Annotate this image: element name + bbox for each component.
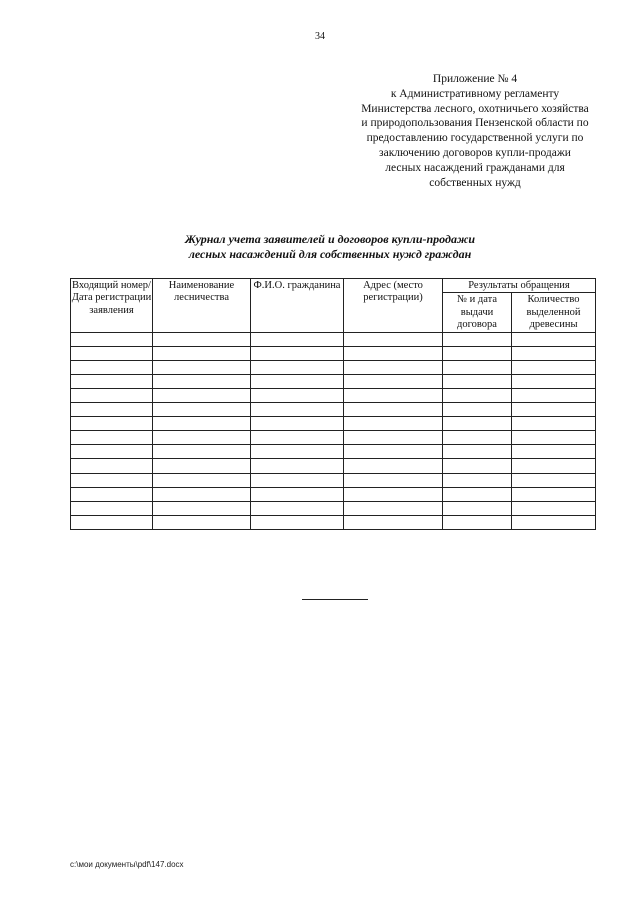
table-cell <box>153 360 251 374</box>
footer-file-path: c:\мои документы\pdf\147.docx <box>70 860 184 869</box>
table-cell <box>443 374 512 388</box>
table-cell <box>71 445 153 459</box>
table-cell <box>251 431 344 445</box>
table-cell <box>443 445 512 459</box>
table-cell <box>512 374 596 388</box>
table-cell <box>344 332 443 346</box>
table-cell <box>443 346 512 360</box>
table-cell <box>443 332 512 346</box>
table-cell <box>344 487 443 501</box>
table-row <box>71 487 596 501</box>
table-row <box>71 346 596 360</box>
table-cell <box>153 346 251 360</box>
table-row <box>71 459 596 473</box>
appendix-header <box>340 72 610 190</box>
table-cell <box>153 445 251 459</box>
table-cell <box>344 374 443 388</box>
table-cell <box>344 515 443 529</box>
table-cell <box>153 417 251 431</box>
table-cell <box>512 459 596 473</box>
table-cell <box>251 459 344 473</box>
table-cell <box>153 473 251 487</box>
table-cell <box>344 501 443 515</box>
table-cell <box>344 360 443 374</box>
table-cell <box>443 417 512 431</box>
table-cell <box>251 487 344 501</box>
table-cell <box>512 515 596 529</box>
journal-body <box>71 332 596 529</box>
table-cell <box>443 515 512 529</box>
table-row <box>71 417 596 431</box>
table-cell <box>251 417 344 431</box>
table-cell <box>71 346 153 360</box>
table-cell <box>443 459 512 473</box>
table-cell <box>443 487 512 501</box>
table-cell <box>153 332 251 346</box>
table-cell <box>443 473 512 487</box>
appendix-line: и природопользования Пензенской области по <box>361 117 589 130</box>
appendix-line: предоставлению государственной услуги по <box>366 132 584 145</box>
table-cell <box>71 360 153 374</box>
table-cell <box>512 501 596 515</box>
separator-line <box>302 599 368 600</box>
appendix-line: лесных насаждений гражданами для <box>385 161 565 174</box>
table-cell <box>153 389 251 403</box>
table-cell <box>71 487 153 501</box>
table-cell <box>512 389 596 403</box>
table-cell <box>443 389 512 403</box>
table-cell <box>251 515 344 529</box>
table-row <box>71 374 596 388</box>
table-cell <box>71 417 153 431</box>
header-forestry-name: Наименование лесничества <box>153 279 251 333</box>
table-cell <box>512 332 596 346</box>
table-row <box>71 360 596 374</box>
table-cell <box>153 487 251 501</box>
table-cell <box>251 360 344 374</box>
table-cell <box>344 473 443 487</box>
table-cell <box>71 374 153 388</box>
table-cell <box>71 473 153 487</box>
header-contract-number-date: № и дата выдачи договора <box>443 293 512 332</box>
appendix-line: заключению договоров купли-продажи <box>379 146 571 159</box>
document-title <box>140 232 520 262</box>
table-cell <box>71 332 153 346</box>
appendix-line: собственных нужд <box>429 176 521 189</box>
table-row <box>71 515 596 529</box>
table-cell <box>153 431 251 445</box>
header-address: Адрес (место регистрации) <box>344 279 443 333</box>
table-cell <box>251 346 344 360</box>
header-results-group: Результаты обращения <box>443 279 596 293</box>
table-cell <box>344 459 443 473</box>
table-cell <box>512 473 596 487</box>
appendix-line: Приложение № 4 <box>432 73 518 85</box>
appendix-line: Министерства лесного, охотничьего хозяйства <box>361 102 589 115</box>
table-cell <box>512 403 596 417</box>
table-cell <box>153 501 251 515</box>
table-cell <box>344 346 443 360</box>
table-cell <box>71 431 153 445</box>
title-line-2: лесных насаждений для собственных нужд граждан <box>188 247 472 261</box>
table-cell <box>443 360 512 374</box>
header-wood-quantity: Количество выделенной древесины <box>512 293 596 332</box>
table-cell <box>251 473 344 487</box>
journal-table <box>70 278 596 530</box>
page-number: 34 <box>315 31 325 42</box>
table-cell <box>344 389 443 403</box>
table-cell <box>251 403 344 417</box>
table-cell <box>344 417 443 431</box>
appendix-line: к Административному регламенту <box>390 87 560 100</box>
table-cell <box>443 431 512 445</box>
table-cell <box>153 403 251 417</box>
table-row <box>71 389 596 403</box>
table-cell <box>512 487 596 501</box>
table-cell <box>71 389 153 403</box>
table-cell <box>153 374 251 388</box>
header-citizen-name: Ф.И.О. гражданина <box>251 279 344 333</box>
table-row <box>71 332 596 346</box>
table-cell <box>344 445 443 459</box>
table-cell <box>153 459 251 473</box>
table-cell <box>71 501 153 515</box>
table-cell <box>251 332 344 346</box>
table-cell <box>512 346 596 360</box>
table-cell <box>251 374 344 388</box>
table-cell <box>251 445 344 459</box>
table-cell <box>71 403 153 417</box>
table-cell <box>251 389 344 403</box>
table-row <box>71 501 596 515</box>
table-cell <box>251 501 344 515</box>
table-cell <box>71 515 153 529</box>
table-cell <box>512 417 596 431</box>
table-row <box>71 445 596 459</box>
table-row <box>71 403 596 417</box>
table-cell <box>344 431 443 445</box>
table-cell <box>512 445 596 459</box>
table-cell <box>443 501 512 515</box>
table-cell <box>443 403 512 417</box>
table-row <box>71 431 596 445</box>
table-cell <box>71 459 153 473</box>
header-incoming-number: Входящий номер/ Дата регистрации заявления <box>71 279 153 333</box>
table-cell <box>153 515 251 529</box>
table-cell <box>344 403 443 417</box>
table-row <box>71 473 596 487</box>
table-cell <box>512 360 596 374</box>
table-cell <box>512 431 596 445</box>
title-line-1: Журнал учета заявителей и договоров купли-продажи <box>184 232 476 246</box>
